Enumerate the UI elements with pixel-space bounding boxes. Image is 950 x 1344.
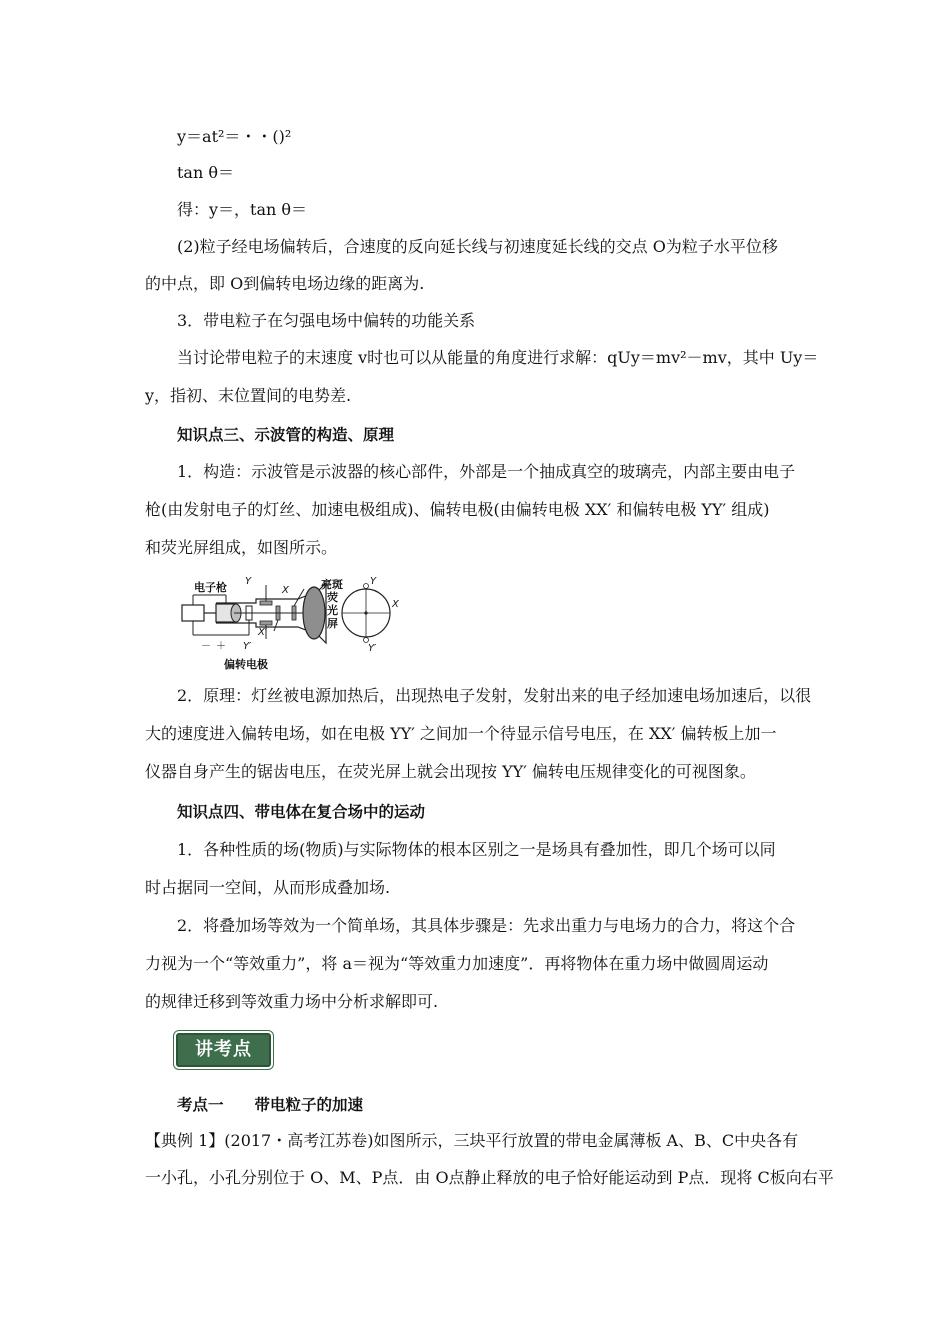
equation-tan: tan θ＝ [177, 163, 234, 182]
equation-y: y＝at²＝・・()² [177, 127, 292, 146]
knowledge-point-3-title: 知识点三、示波管的构造、原理 [177, 426, 395, 444]
section-badge: 讲考点 [176, 1033, 271, 1067]
k3-construction-line-3: 和荧光屏组成，如图所示。 [145, 538, 338, 557]
label-screen-3: 屏 [327, 617, 338, 630]
label-yp-left: Y′ [243, 641, 252, 652]
knowledge-point-4-title: 知识点四、带电体在复合场中的运动 [177, 803, 426, 821]
k3-principle-line-3: 仪器自身产生的锯齿电压，在荧光屏上就会出现按 YY′ 偏转电压规律变化的可视图象。 [145, 762, 756, 781]
paragraph-3-line-1: 当讨论带电粒子的末速度 v时也可以从能量的角度进行求解：qUy＝mv²－mv，其中 Uy＝ [177, 348, 819, 367]
label-xp-left: X′ [258, 627, 268, 638]
label-deflect: 偏转电极 [224, 658, 268, 671]
label-y-left: Y [245, 576, 252, 587]
label-gun: 电子枪 [194, 581, 227, 594]
label-y-right: Y [370, 576, 377, 587]
k4-item-1-line-2: 时占据同一空间，从而形成叠加场. [145, 878, 391, 897]
section-3-heading: 3．带电粒子在匀强电场中偏转的功能关系 [177, 311, 476, 330]
label-x-left: X [282, 585, 289, 596]
label-screen-1: 荧 [327, 591, 338, 604]
k3-construction-line-1: 1．构造：示波管是示波器的核心部件，外部是一个抽成真空的玻璃壳，内部主要由电子 [177, 462, 796, 481]
example-1-line-1: 【典例 1】(2017・高考江苏卷)如图所示，三块平行放置的带电金属薄板 A、B、C中央各有 [145, 1131, 799, 1150]
k4-item-2-line-3: 的规律迁移到等效重力场中分析求解即可. [145, 992, 439, 1011]
k3-principle-line-2: 大的速度进入偏转电场，如在电极 YY′ 之间加一个待显示信号电压，在 XX′ 偏转板上加一 [145, 724, 777, 743]
label-screen-2: 光 [327, 604, 338, 617]
k3-principle-line-1: 2．原理：灯丝被电源加热后，出现热电子发射，发射出来的电子经加速电场加速后，以很 [177, 686, 812, 705]
oscilloscope-tube-diagram [176, 573, 408, 673]
label-x-right: X [392, 599, 399, 610]
paragraph-2-line-2: 的中点，即 O到偏转电场边缘的距离为. [145, 274, 425, 293]
label-minus: － [201, 641, 211, 652]
paragraph-2-line-1: (2)粒子经电场偏转后，合速度的反向延长线与初速度延长线的交点 O为粒子水平位移 [177, 237, 778, 256]
label-yp-right: Y′ [368, 643, 377, 654]
example-1-line-2: 一小孔，小孔分别位于 O、M、P点．由 O点静止释放的电子恰好能运动到 P点．现将 C板向右平 [145, 1168, 834, 1187]
k4-item-2-line-1: 2．将叠加场等效为一个简单场，其具体步骤是：先求出重力与电场力的合力，将这个合 [177, 916, 796, 935]
k4-item-1-line-1: 1．各种性质的场(物质)与实际物体的根本区别之一是场具有叠加性，即几个场可以同 [177, 840, 776, 859]
label-spot: 亮斑 [321, 578, 343, 591]
equation-result: 得：y＝，tan θ＝ [177, 200, 308, 219]
label-plus: ＋ [216, 641, 226, 652]
k4-item-2-line-2: 力视为一个“等效重力”，将 a＝视为“等效重力加速度”．再将物体在重力场中做圆周运动 [145, 954, 769, 973]
paragraph-3-line-2: y，指初、末位置间的电势差. [145, 386, 352, 405]
k3-construction-line-2: 枪(由发射电子的灯丝、加速电极组成)、偏转电极(由偏转电极 XX′ 和偏转电极 YY′ 组成) [145, 500, 770, 519]
exam-point-1-title: 考点一 带电粒子的加速 [177, 1096, 364, 1114]
